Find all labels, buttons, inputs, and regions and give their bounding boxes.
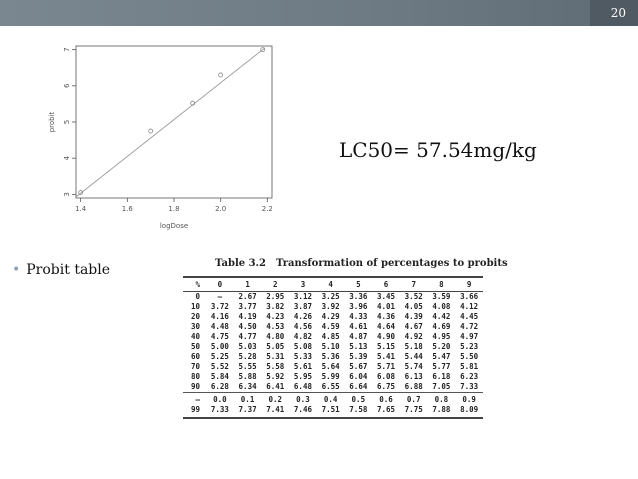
x-tick-label: 1.6 [121, 205, 133, 213]
table-cell: 6.55 [321, 382, 340, 391]
table-cell: 4.67 [404, 322, 423, 331]
table-cell: 5.77 [432, 362, 451, 371]
table-cell: 5.23 [460, 342, 479, 351]
table-cell: 4.42 [432, 312, 451, 321]
table-cell: 7.75 [400, 405, 428, 418]
x-tick-label: 2.0 [215, 205, 227, 213]
table-cell: 7.58 [344, 405, 372, 418]
table-row [183, 302, 483, 312]
fit-line [76, 48, 265, 197]
table-row [183, 372, 483, 382]
table-cell: 4.77 [238, 332, 257, 341]
table-cell: 0.7 [400, 393, 428, 406]
x-tick-label: 1.4 [75, 205, 87, 213]
table-row [183, 322, 483, 332]
table-cell: 4.82 [293, 332, 312, 341]
table-caption-title: Transformation of percentages to probits [276, 258, 508, 269]
table-cell: 4.90 [376, 332, 396, 341]
table-cell: 5.71 [376, 362, 396, 371]
table-cell: 4.87 [349, 332, 368, 341]
table-cell: 0.3 [289, 393, 317, 406]
table-row-header: — [183, 393, 206, 406]
y-tick-label: 7 [63, 47, 71, 52]
table-cell: 4.72 [460, 322, 479, 331]
table-cell: 3.25 [321, 292, 340, 301]
table-cell: 0.5 [344, 393, 372, 406]
table-cell: 0.6 [372, 393, 400, 406]
table-cell: 5.61 [293, 362, 312, 371]
table-row-header: 20 [191, 312, 201, 321]
table-cell: 7.33 [460, 382, 479, 391]
table-cell: 4.61 [349, 322, 368, 331]
table-row-header: 0 [195, 292, 201, 301]
table-cell: 0.9 [455, 393, 483, 406]
table-cell: 7.41 [261, 405, 289, 418]
table-row-header: 40 [191, 332, 201, 341]
table-cell: 5.10 [321, 342, 340, 351]
table-cell: 5.33 [293, 352, 312, 361]
table-cell: 5.44 [404, 352, 423, 361]
table-cell: 6.75 [376, 382, 396, 391]
table-cell: 3.12 [293, 292, 312, 301]
table-cell: 5.31 [266, 352, 285, 361]
table-cell: 3.92 [321, 302, 340, 311]
table-cell: 3.77 [238, 302, 257, 311]
table-header-cell: 0 [206, 277, 234, 292]
table-cell: 3.96 [349, 302, 368, 311]
table-cell: 0.4 [317, 393, 345, 406]
table-row [183, 292, 483, 303]
table-cell: 6.08 [376, 372, 396, 381]
y-axis-label: probit [48, 111, 56, 133]
table-cell: 7.37 [234, 405, 262, 418]
table-header-percent: % [183, 277, 206, 292]
table-cell: 4.75 [210, 332, 229, 341]
table-cell: 6.34 [238, 382, 257, 391]
table-row [183, 352, 483, 362]
table-header-cell: 9 [455, 277, 483, 292]
table-cell: 2.95 [266, 292, 285, 301]
table-header-cell: 1 [234, 277, 262, 292]
table-cell: 4.08 [432, 302, 451, 311]
table-header-cell: 8 [428, 277, 456, 292]
x-tick-label: 1.8 [168, 205, 180, 213]
table-cell: 4.50 [238, 322, 257, 331]
table-row-header: 30 [191, 322, 201, 331]
table-cell: 6.13 [404, 372, 423, 381]
table-cell: 4.56 [293, 322, 312, 331]
table-row [183, 382, 483, 393]
x-axis-label: logDose [159, 222, 189, 230]
data-point [149, 129, 153, 133]
table-cell: 0.0 [206, 393, 234, 406]
table-cell: 6.48 [293, 382, 312, 391]
table-cell: 8.09 [455, 405, 483, 418]
table-cell: 7.05 [432, 382, 451, 391]
table-cell: 3.36 [349, 292, 368, 301]
table-cell: 4.45 [460, 312, 479, 321]
table-row-header: 80 [191, 372, 201, 381]
table-cell: 4.36 [376, 312, 396, 321]
table-cell: 7.51 [317, 405, 345, 418]
table-cell: 4.29 [321, 312, 340, 321]
table-cell: 4.64 [376, 322, 396, 331]
table-cell: 4.85 [321, 332, 340, 341]
table-cell: 4.97 [460, 332, 479, 341]
table-cell: 4.80 [266, 332, 285, 341]
table-row-header: 50 [191, 342, 201, 351]
table-cell: 7.88 [428, 405, 456, 418]
table-cell: 4.12 [460, 302, 479, 311]
table-row-header: 60 [191, 352, 201, 361]
table-cell: 5.55 [238, 362, 257, 371]
table-cell: 3.72 [210, 302, 229, 311]
y-tick-label: 3 [63, 192, 71, 197]
table-header-cell: 6 [372, 277, 400, 292]
table-cell: 7.65 [372, 405, 400, 418]
table-cell: 5.18 [404, 342, 423, 351]
table-caption [215, 258, 508, 272]
table-cell: 4.19 [238, 312, 257, 321]
table-header-cell: 3 [289, 277, 317, 292]
table-cell: 5.00 [210, 342, 229, 351]
bullet-text: Probit table [26, 262, 111, 278]
table-cell: 2.67 [238, 292, 257, 301]
table-cell: 4.01 [376, 302, 396, 311]
table-cell: 4.53 [266, 322, 285, 331]
table-cell: 6.41 [266, 382, 285, 391]
table-cell: 5.64 [321, 362, 340, 371]
bullet-dot-icon: • [12, 262, 21, 278]
table-cell: 3.52 [404, 292, 423, 301]
table-header-cell: 4 [317, 277, 345, 292]
slide-header-bar [0, 0, 638, 26]
table-row [183, 393, 483, 406]
table-cell: 5.13 [349, 342, 368, 351]
bullet-item [12, 262, 110, 278]
table-cell: 4.95 [432, 332, 451, 341]
table-cell: 5.25 [210, 352, 229, 361]
data-point [219, 73, 223, 77]
table-body [183, 292, 483, 393]
table-header-cell: 5 [344, 277, 372, 292]
table-cell: 5.52 [210, 362, 229, 371]
table-cell: 5.88 [238, 372, 257, 381]
table-cell: 4.39 [404, 312, 423, 321]
table-cell: 4.48 [210, 322, 229, 331]
table-cell: 5.39 [349, 352, 368, 361]
table-cell: 4.26 [293, 312, 312, 321]
table-cell: 6.23 [460, 372, 479, 381]
table-cell: 4.92 [404, 332, 423, 341]
table-cell: — [217, 292, 223, 301]
table-row [183, 312, 483, 322]
table-cell: 5.92 [266, 372, 285, 381]
table-cell: 0.8 [428, 393, 456, 406]
table-cell: 5.74 [404, 362, 423, 371]
table-header-row [183, 277, 483, 292]
table-cell: 5.47 [432, 352, 451, 361]
table-cell: 5.15 [376, 342, 396, 351]
table-body-extra [183, 393, 483, 419]
y-tick-label: 4 [63, 155, 71, 161]
table-cell: 5.20 [432, 342, 451, 351]
table-cell: 3.45 [376, 292, 396, 301]
table-cell: 5.58 [266, 362, 285, 371]
table-cell: 3.66 [460, 292, 479, 301]
y-tick-label: 6 [63, 83, 71, 89]
table-cell: 5.03 [238, 342, 257, 351]
table-cell: 4.59 [321, 322, 340, 331]
probit-table [183, 276, 483, 419]
table-row [183, 362, 483, 372]
table-cell: 5.99 [321, 372, 340, 381]
table-cell: 3.82 [266, 302, 285, 311]
table-cell: 6.28 [210, 382, 229, 391]
table-cell: 5.50 [460, 352, 479, 361]
table-cell: 4.16 [210, 312, 229, 321]
plot-frame [76, 46, 272, 198]
table-cell: 4.05 [404, 302, 423, 311]
table-cell: 3.87 [293, 302, 312, 311]
table-cell: 3.59 [432, 292, 451, 301]
table-cell: 5.36 [321, 352, 340, 361]
table-row-header: 99 [183, 405, 206, 418]
table-cell: 5.84 [210, 372, 229, 381]
table-cell: 6.88 [404, 382, 423, 391]
x-tick-label: 2.2 [261, 205, 273, 213]
table-cell: 6.18 [432, 372, 451, 381]
table-row [183, 342, 483, 352]
table-cell: 5.67 [349, 362, 368, 371]
table-cell: 4.69 [432, 322, 451, 331]
table-cell: 6.04 [349, 372, 368, 381]
lc50-result: LC50= 57.54mg/kg [339, 138, 537, 162]
table-header-cell: 7 [400, 277, 428, 292]
table-cell: 5.08 [293, 342, 312, 351]
table-row [183, 405, 483, 418]
slide-number: 20 [610, 6, 626, 20]
y-tick-label: 5 [63, 119, 71, 125]
table-row-header: 70 [191, 362, 201, 371]
table-cell: 5.28 [238, 352, 257, 361]
table-cell: 0.2 [261, 393, 289, 406]
table-row-header: 90 [191, 382, 201, 391]
table-row-header: 10 [191, 302, 201, 311]
probit-plot [40, 38, 280, 236]
table-caption-number: Table 3.2 [215, 258, 266, 269]
table-row [183, 332, 483, 342]
table-cell: 5.95 [293, 372, 312, 381]
table-cell: 5.81 [460, 362, 479, 371]
table-cell: 7.46 [289, 405, 317, 418]
table-cell: 5.41 [376, 352, 396, 361]
table-cell: 5.05 [266, 342, 285, 351]
table-cell: 4.23 [266, 312, 285, 321]
table-cell: 6.64 [349, 382, 368, 391]
table-cell: 0.1 [234, 393, 262, 406]
table-cell: 4.33 [349, 312, 368, 321]
probit-table-image [183, 258, 508, 419]
table-header-cell: 2 [261, 277, 289, 292]
table-cell: 7.33 [206, 405, 234, 418]
